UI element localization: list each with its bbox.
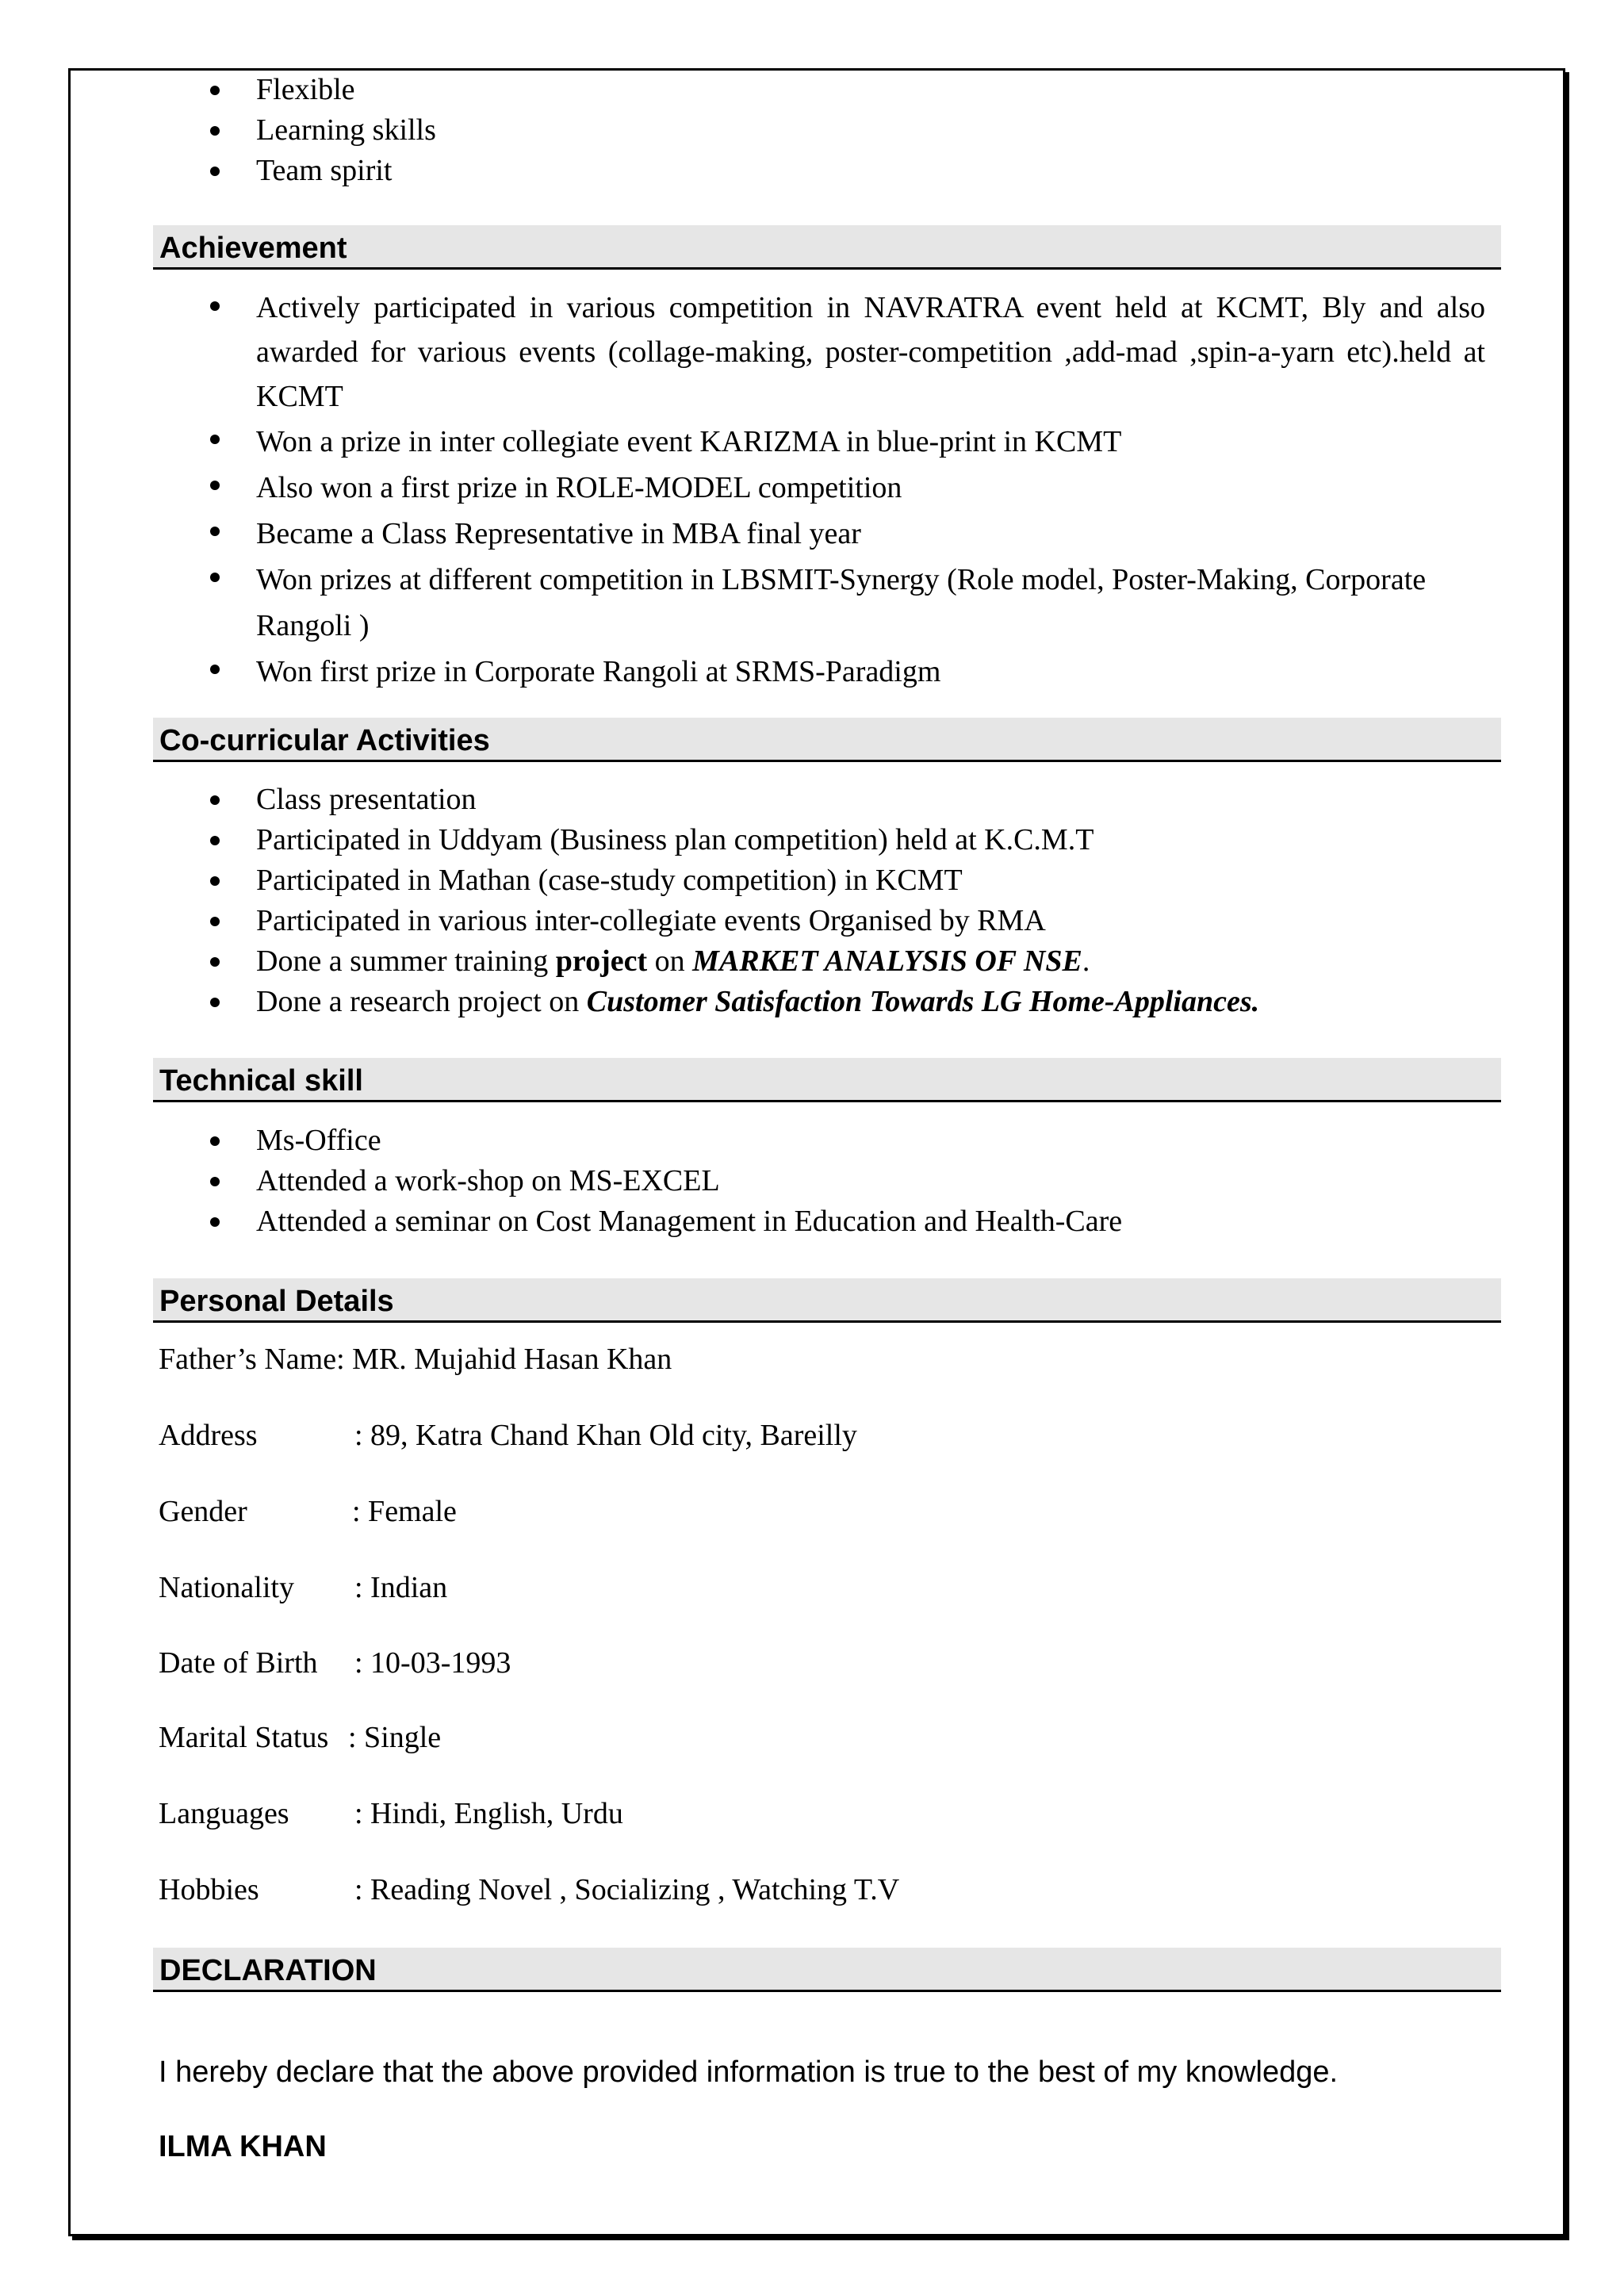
bullet-icon xyxy=(210,481,220,490)
bullet-icon xyxy=(210,665,220,674)
section-header-technical: Technical skill xyxy=(153,1058,1501,1102)
technical-list xyxy=(153,1121,1501,1242)
list-item: Won first prize in Corporate Rangoli at SRMS-Paradigm xyxy=(153,649,1485,695)
bullet-icon xyxy=(210,86,220,95)
bullet-icon xyxy=(210,167,220,176)
list-item: Won a prize in inter collegiate event KARIZMA in blue-print in KCMT xyxy=(153,419,1485,465)
bullet-icon xyxy=(210,527,220,536)
achievement-list xyxy=(153,285,1485,695)
list-item: Flexible xyxy=(153,70,1501,110)
bullet-icon xyxy=(210,876,220,886)
bullet-icon xyxy=(210,795,220,805)
list-item: Actively participated in various competition in NAVRATRA event held at KCMT, Bly and also awarded for various events (collage-making, poster-competition ,add-mad ,spin-a-yarn etc).held at KCMT xyxy=(153,285,1485,419)
signature-name: ILMA KHAN xyxy=(159,2130,327,2163)
bullet-icon xyxy=(210,301,220,311)
detail-row-languages: Languages : Hindi, English, Urdu xyxy=(159,1797,623,1830)
bullet-icon xyxy=(210,917,220,926)
detail-row-marital-status: Marital Status : Single xyxy=(159,1721,442,1754)
list-item: Attended a work-shop on MS-EXCEL xyxy=(153,1161,1501,1201)
bullet-icon xyxy=(210,1136,220,1146)
list-item: Learning skills xyxy=(153,110,1501,151)
bullet-icon xyxy=(210,435,220,444)
detail-row-address: Address : 89, Katra Chand Khan Old city, Bareilly xyxy=(159,1419,857,1452)
list-item: Class presentation xyxy=(153,780,1501,820)
section-header-achievement: Achievement xyxy=(153,225,1501,270)
bullet-icon xyxy=(210,1177,220,1186)
bullet-icon xyxy=(210,126,220,136)
bullet-icon xyxy=(210,836,220,845)
declaration-text: I hereby declare that the above provided information is true to the best of my knowledge. xyxy=(159,2056,1339,2089)
section-header-cocurricular: Co-curricular Activities xyxy=(153,718,1501,762)
detail-row-hobbies: Hobbies : Reading Novel , Socializing , Watching T.V xyxy=(159,1873,900,1906)
bullet-icon xyxy=(210,1217,220,1227)
list-item: Team spirit xyxy=(153,151,1501,191)
list-item: Participated in various inter-collegiate events Organised by RMA xyxy=(153,901,1501,941)
top-skill-list xyxy=(153,70,1501,191)
fathers-name: Father’s Name: MR. Mujahid Hasan Khan xyxy=(159,1343,672,1376)
list-item: Attended a seminar on Cost Management in Education and Health-Care xyxy=(153,1201,1501,1242)
bullet-icon xyxy=(210,957,220,967)
list-item: Participated in Uddyam (Business plan competition) held at K.C.M.T xyxy=(153,820,1501,860)
section-header-personal: Personal Details xyxy=(153,1278,1501,1323)
list-item: Participated in Mathan (case-study competition) in KCMT xyxy=(153,860,1501,901)
list-item: Became a Class Representative in MBA final year xyxy=(153,511,1485,557)
section-header-declaration: DECLARATION xyxy=(153,1948,1501,1992)
list-item: Also won a first prize in ROLE-MODEL competition xyxy=(153,465,1485,511)
detail-row-dob: Date of Birth : 10-03-1993 xyxy=(159,1646,511,1680)
list-item: Won prizes at different competition in LBSMIT-Synergy (Role model, Poster-Making, Corporate Rangoli ) xyxy=(153,557,1485,649)
list-item: Done a research project on Customer Satisfaction Towards LG Home-Appliances. xyxy=(153,982,1501,1022)
bullet-icon xyxy=(210,998,220,1007)
list-item: Ms-Office xyxy=(153,1121,1501,1161)
bullet-icon xyxy=(210,573,220,582)
cocurricular-list xyxy=(153,780,1501,1022)
list-item: Done a summer training project on MARKET ANALYSIS OF NSE. xyxy=(153,941,1501,982)
detail-row-nationality: Nationality : Indian xyxy=(159,1571,448,1604)
detail-row-gender: Gender : Female xyxy=(159,1495,457,1528)
